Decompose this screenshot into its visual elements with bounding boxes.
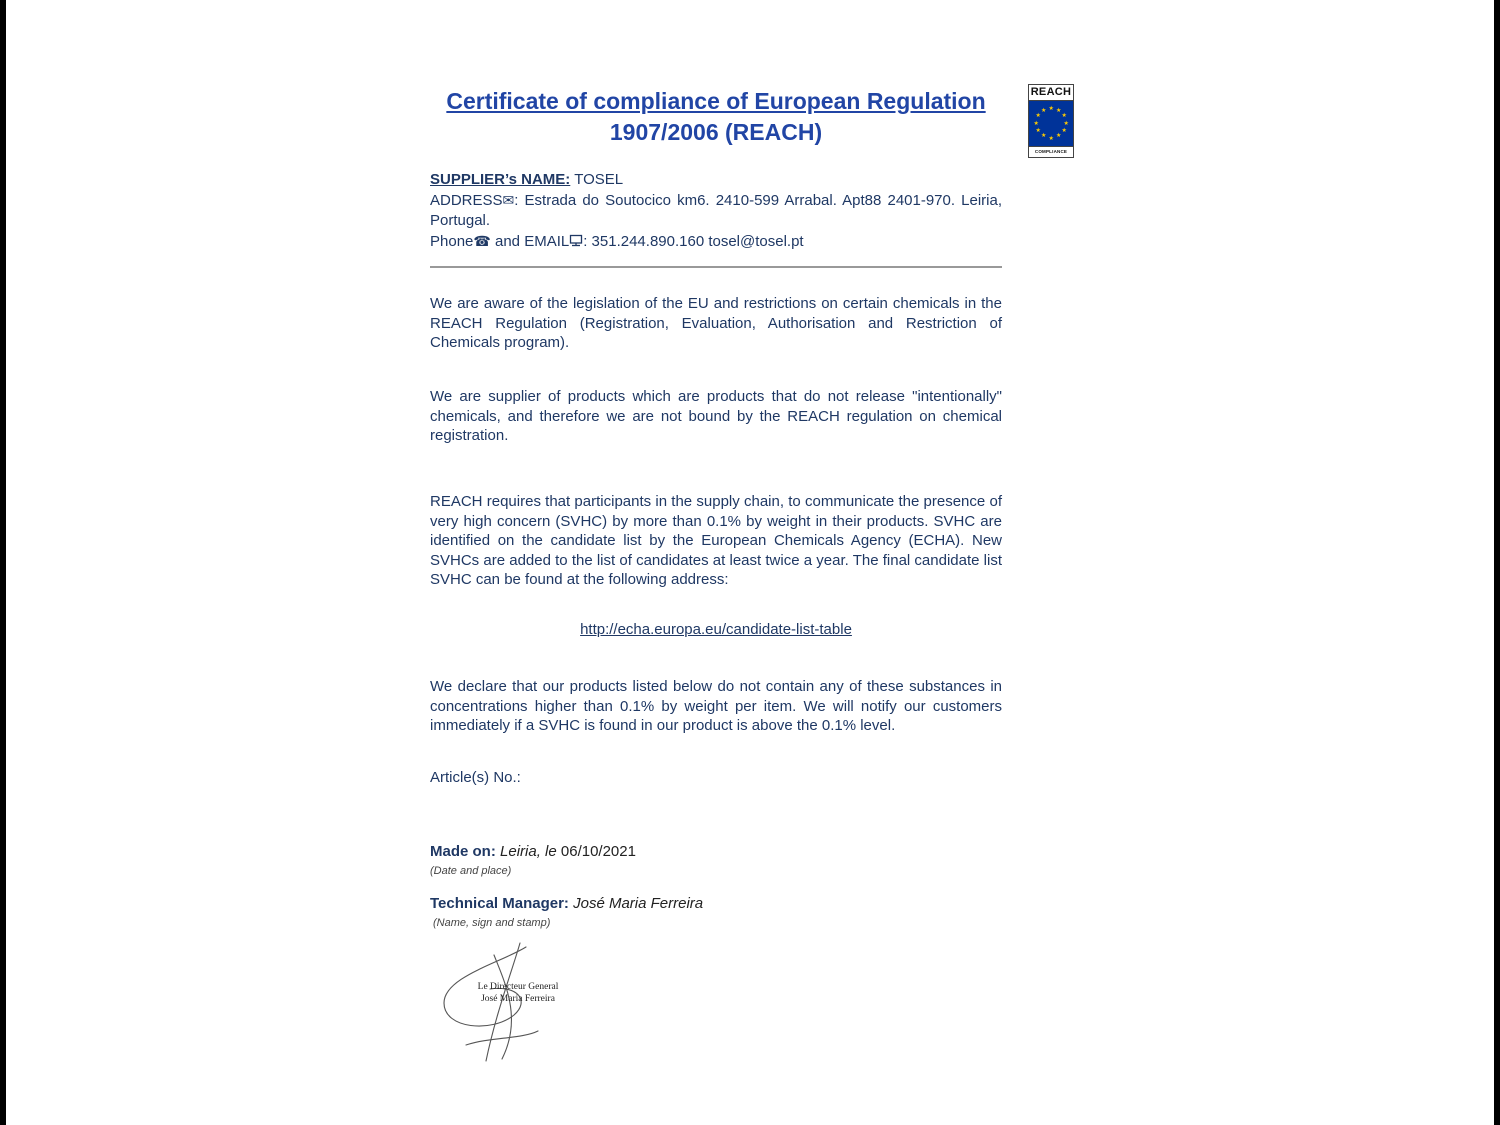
eu-star-icon: ★ xyxy=(1041,107,1047,114)
scan-edge-left xyxy=(0,0,6,1125)
made-on-line xyxy=(430,843,1002,860)
eu-star-icon: ★ xyxy=(1061,128,1067,134)
scan-edge-right xyxy=(1494,0,1500,1125)
reach-compliance-logo xyxy=(1028,84,1074,158)
date-place-note: (Date and place) xyxy=(430,865,512,877)
eu-star-icon: ★ xyxy=(1035,128,1041,134)
compliance-logo-label: COMPLIANCE xyxy=(1029,146,1073,157)
technical-manager-line xyxy=(430,895,1002,912)
made-on-date: 06/10/2021 xyxy=(560,843,636,860)
supplier-name-value: TOSEL xyxy=(570,171,624,188)
signature-text xyxy=(458,981,578,1005)
section-divider xyxy=(430,266,1002,268)
supplier-address-line xyxy=(430,190,1002,231)
paragraph-awareness: We are aware of the legislation of the EU and restrictions on certain chemicals in the REACH Regulation (Registration, Evaluation, Authorisation and Restriction of Chemicals program). xyxy=(430,295,1002,351)
eu-star-icon: ★ xyxy=(1063,120,1069,127)
supplier-name-label: SUPPLIER’s NAME: xyxy=(430,171,571,188)
eu-star-icon: ★ xyxy=(1033,120,1039,127)
name-sign-stamp-note: (Name, sign and stamp) xyxy=(433,917,551,929)
eu-star-icon: ★ xyxy=(1048,105,1054,112)
title-line-2: 1907/2006 (REACH) xyxy=(609,119,823,145)
eu-star-icon: ★ xyxy=(1041,133,1047,140)
eu-star-icon: ★ xyxy=(1056,133,1062,140)
supplier-name-line xyxy=(430,170,1002,190)
technical-manager-label: Technical Manager: xyxy=(430,895,569,912)
eu-star-icon: ★ xyxy=(1056,107,1062,114)
paragraph-svhc-requirements: REACH requires that participants in the supply chain, to communicate the presence of very high concern (SVHC) by more than 0.1% by weight in their products. SVHC are identified on the candidate list by the European Chemicals Agency (ECHA). New SVHCs are added to the list of candidates at least twice a year. The final candidate list SVHC can be found at the following address: xyxy=(430,493,1002,588)
reach-logo-label: REACH xyxy=(1029,85,1073,101)
eu-star-icon: ★ xyxy=(1035,113,1041,119)
signature-area xyxy=(430,941,640,1066)
supplier-block xyxy=(430,170,1002,253)
signature-name: José Maria Ferreira xyxy=(481,994,555,1004)
contact-value: : 351.244.890.160 tosel@tosel.pt xyxy=(583,233,804,250)
made-on-label: Made on: xyxy=(430,843,496,860)
document-title xyxy=(430,86,1002,148)
made-on-place: Leiria, le xyxy=(495,843,561,860)
envelope-icon: ✉ xyxy=(502,192,515,208)
phone-label: Phone xyxy=(430,233,474,250)
supplier-contact-line xyxy=(430,231,1002,253)
eu-star-icon: ★ xyxy=(1061,113,1067,119)
paragraph-supplier-statement: We are supplier of products which are products that do not release "intentionally" chemicals, and therefore we are not bound by the REACH regulation on chemical registration. xyxy=(430,388,1002,444)
address-label: ADDRESS xyxy=(430,192,503,209)
technical-manager-name: José Maria Ferreira xyxy=(568,895,704,912)
title-line-1: Certificate of compliance of European Regulation xyxy=(446,88,986,114)
phone-icon: ☎ xyxy=(473,233,491,249)
paragraph-declaration: We declare that our products listed below do not contain any of these substances in concentrations higher than 0.1% by weight per item. We will notify our customers immediately if a SVHC is found in our product is above the 0.1% level. xyxy=(430,678,1002,734)
eu-stars xyxy=(1029,101,1073,146)
email-label: and EMAIL xyxy=(490,233,570,250)
address-value: : Estrada do Soutocico km6. 2410-599 Arrabal. Apt88 2401-970. Leiria, Portugal. xyxy=(430,192,1002,229)
articles-label: Article(s) No.: xyxy=(430,769,521,786)
candidate-list-link[interactable]: http://echa.europa.eu/candidate-list-table xyxy=(580,621,852,638)
computer-icon xyxy=(569,233,583,253)
eu-star-icon: ★ xyxy=(1048,135,1054,142)
signature-title: Le Directeur General xyxy=(477,982,559,992)
candidate-list-link-row xyxy=(430,621,1002,638)
